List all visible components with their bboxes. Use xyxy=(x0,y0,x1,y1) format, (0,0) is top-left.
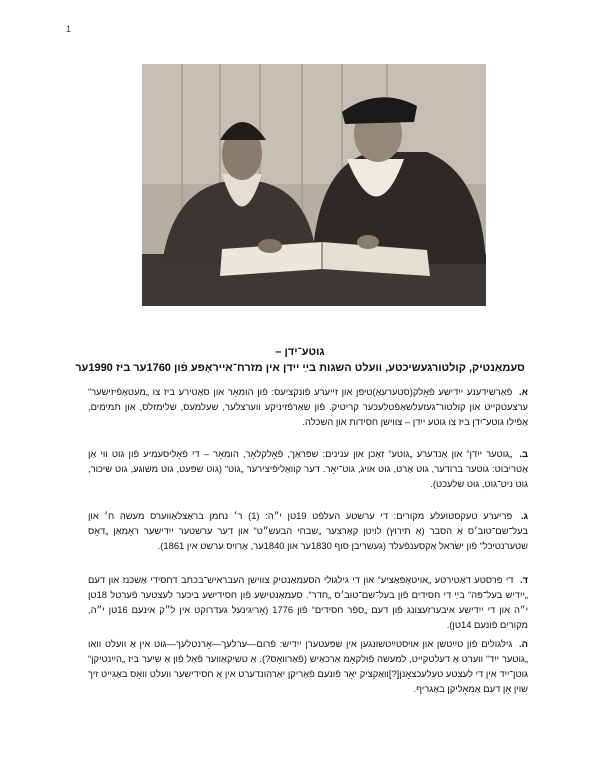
paragraph-alef xyxy=(88,384,528,429)
photograph-two-rabbis-reading xyxy=(142,64,486,306)
paragraph-text: פּריערע טעקסטועלע מקורים: די ערשטע העלפֿט 19טן י״ה: (1) ר׳ נחמן בראַצלאַווערס מעשה ח׳ און בעל־שם־טוב׳ס אַ הסבר (אַ תירוץ) לויטן קאַרצער „שבחי הבעש״ט“ און דער ערשטער ייִדישער ראָמאַן „דאָס שטערנטיכל“ פֿון ישׂראל אַקסענפֿעלד (געשריבן סוף 1830ער און 1840ער, אַרויס ערשט אין 1861). xyxy=(88,510,528,551)
page-subtitle: סעמאַנטיק, קולטורגעשיכטע, וועלט השגות בײַ ייִדן אין מזרח־אייראָפּע פֿון 1760ער ביז 1990ער xyxy=(75,362,525,374)
paragraph-daled xyxy=(88,572,528,632)
paragraph-beys xyxy=(88,446,528,491)
paragraph-text: „גוטער ייִדן“ און אַנדערע „גוטע“ זאַכן און ענינים: שפּראַך, פֿאָלקלאָר, הומאָר – די פֿאָליסעמיע פֿון גוט ווי אַן אַטריבוט: גוטער ברודער, גוט אַרט, גוט אויג, גוט־יאָר. דער קוואַליפֿיצירער „גוט“ (גוט שפּעט, גוט משוגע, גוט שיכור, גוט ניט־גוט, גוט שלעכט). xyxy=(88,448,528,489)
page-number: 1 xyxy=(66,24,72,34)
paragraph-giml xyxy=(88,508,528,553)
paragraph-label: ב. xyxy=(519,448,528,459)
paragraph-label: ד. xyxy=(519,574,528,585)
paragraph-text: גילגולים פֿון טײַטשן און אויסטײַטשונגען אין שפּעטערן ייִדיש: פֿרום—ערלעך—אָרנטלעך—גוט אין אַ וועלט וואו „גוטער ייִד“ ווערט אַ דעלטקייט, למעשה פֿולקאָמ אַרכאַיש (פֿאַרוואָס?). אַ טשיקאַווער פֿאַל פֿון אַ שיער ביז „הײַנטיקן“ גוטן־ייִד אין די לעצטע טעלעכצאָנן[?]וואַקציק יאָר פֿונעם פֿאַריקן יאַרהונדערט אין אַ חסידישער וועלט וואָס באַגייט זיך שוין אָן דעם אַמאָליקן באַגריף. xyxy=(88,638,528,694)
paragraph-label: ה. xyxy=(519,638,528,649)
paragraph-label: א. xyxy=(519,386,528,397)
paragraph-text: פֿאַרשידענע ייִדישע פֿאָלק(סטערעאָ)טיפּן און זייערע פֿונקציעס: פֿון הומאָר און סאַטירע ביז צו „מעטאַפֿיזישער“ ערצעטקייט און קולטור־געזעלשאַפֿטלעכער קריטיק. פֿון שאַרפֿזיניקע ווערצלער, שעלמעס, שלימזלס, און תמימים, אַפֿילו גוטע־יִדן ביז צו גוטע ייִדן – צווישן חסידות און השכלה. xyxy=(88,386,528,427)
paragraph-text: די פּרסטע דאַטירטע „אויטאָפּאַציע“ און די גילגולי הסעמאַנטיק צווישן העבראיש־בכתב דחסידי אַשכּנז און דעם „ייִדיש בעל־פּה“ בײַ די חסידים פֿון בעל־שם־טוב׳ס „חדר“. סעמאַנטישע פֿון חסידישע ביכער לעצטער פֿערטל 18טן י״ה און די ייִדישע איבערזעצונג פֿון דעם „ספֿר חסידים“ פֿון 1776 (אָריגינעל געדרוקט אין ל״ק אינעם 16טן י״ה, מקורים פֿונעם 14טן). xyxy=(88,574,529,630)
page-title: גוטע־יִדן – xyxy=(275,346,325,358)
paragraph-label: ג. xyxy=(520,510,528,521)
paragraph-hey xyxy=(88,636,528,696)
